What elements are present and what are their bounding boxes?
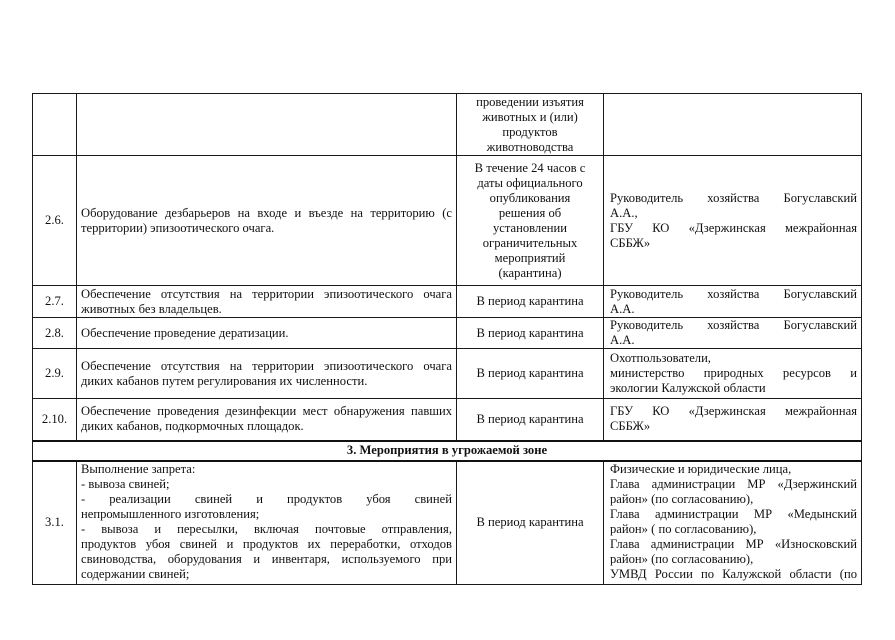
term-line: животных и (или) [482,109,578,124]
description-line: - вывоза и пересылки, включая почтовые отправления, [81,521,452,536]
table-row [33,349,862,399]
responsible-line: Охотпользователи, [610,351,711,365]
row-term [457,156,604,286]
responsible-line: Руководитель хозяйства Богуславский [610,190,857,205]
row-description [77,461,457,585]
term-line: опубликования [489,190,571,205]
responsible-line: ГБУ КО «Дзержинская межрайонная [610,220,857,235]
row-number: 2.10. [33,399,77,441]
table-row [33,94,862,156]
row-responsible-cell [604,94,862,156]
description-line: - реализации свиней и продуктов убоя свиней [81,491,452,506]
row-term: В период карантина [457,349,604,399]
term-line: установлении [492,220,568,235]
term-line: (карантина) [498,265,562,280]
term-line: решения об [498,205,562,220]
row-term: В период карантина [457,318,604,349]
responsible-line: Глава администрации МР «Медынский [610,506,857,521]
description-line: продуктов убоя свиней и продуктов их переработки, отходов [81,536,452,551]
description-line: содержании свиней; [81,566,190,581]
responsible-line: СББЖ» [610,235,651,250]
description-line: - вывоза свиней; [81,476,170,491]
row-description: Обеспечение отсутствия на территории эпизоотического очага диких кабанов путем регулирования их численности. [77,349,457,399]
row-term: В период карантина [457,461,604,585]
table-row [33,399,862,441]
row-number: 3.1. [33,461,77,585]
term-line: даты официального [477,175,583,190]
responsible-line: министерство природных ресурсов и [610,366,857,380]
term-line: В течение 24 часов с [474,160,586,175]
description-line: непромышленного изготовления; [81,506,260,521]
row-term: В период карантина [457,286,604,318]
responsible-line: район» (по согласованию), [610,491,754,506]
responsible-line: Руководитель хозяйства Богуславский [610,318,857,332]
responsible-line: Руководитель хозяйства Богуславский [610,286,857,301]
responsible-line: ГБУ КО «Дзержинская межрайонная [610,404,857,419]
row-responsible [604,349,862,399]
row-number: 2.6. [33,156,77,286]
row-responsible [604,399,862,441]
row-description-cell [77,94,457,156]
responsible-line: А.А., [610,205,638,220]
section-header-row [33,441,862,461]
measures-table [32,93,862,585]
table-row [33,461,862,585]
responsible-line: СББЖ» [610,419,651,434]
section-title: 3. Мероприятия в угрожаемой зоне [33,441,862,461]
row-description: Обеспечение отсутствия на территории эпизоотического очага животных без владельцев. [77,286,457,318]
row-description: Обеспечение проведения дезинфекции мест обнаружения павших диких кабанов, подкормочных площадок. [77,399,457,441]
responsible-line: УМВД России по Калужской области (по [610,566,857,581]
row-responsible [604,461,862,585]
term-line: животноводства [486,139,574,154]
row-number-cell [33,94,77,156]
table-row [33,318,862,349]
row-responsible [604,156,862,286]
term-line: мероприятий [494,250,566,265]
responsible-line: экологии Калужской области [610,381,766,395]
responsible-line: А.А. [610,333,635,347]
description-line: свиноводства, оборудования и инвентаря, используемого при [81,551,452,566]
table-row [33,156,862,286]
row-number: 2.8. [33,318,77,349]
responsible-line: район» (по согласованию), [610,551,754,566]
row-responsible [604,318,862,349]
table-row [33,286,862,318]
responsible-line: А.А. [610,301,635,316]
responsible-line: Физические и юридические лица, [610,461,792,476]
term-line: ограничительных [482,235,578,250]
row-description: Обеспечение проведение дератизации. [77,318,457,349]
responsible-line: Глава администрации МР «Износковский [610,536,857,551]
row-description: Оборудование дезбарьеров на входе и въезде на территорию (с территории) эпизоотического очага. [77,156,457,286]
row-term: В период карантина [457,399,604,441]
responsible-line: район» ( по согласованию), [610,521,757,536]
row-term-cell [457,94,604,156]
row-number: 2.7. [33,286,77,318]
responsible-line: Глава администрации МР «Дзержинский [610,476,857,491]
term-line: проведении изъятия [476,94,584,109]
description-line: Выполнение запрета: [81,461,196,476]
term-line: продуктов [502,124,558,139]
row-responsible [604,286,862,318]
row-number: 2.9. [33,349,77,399]
